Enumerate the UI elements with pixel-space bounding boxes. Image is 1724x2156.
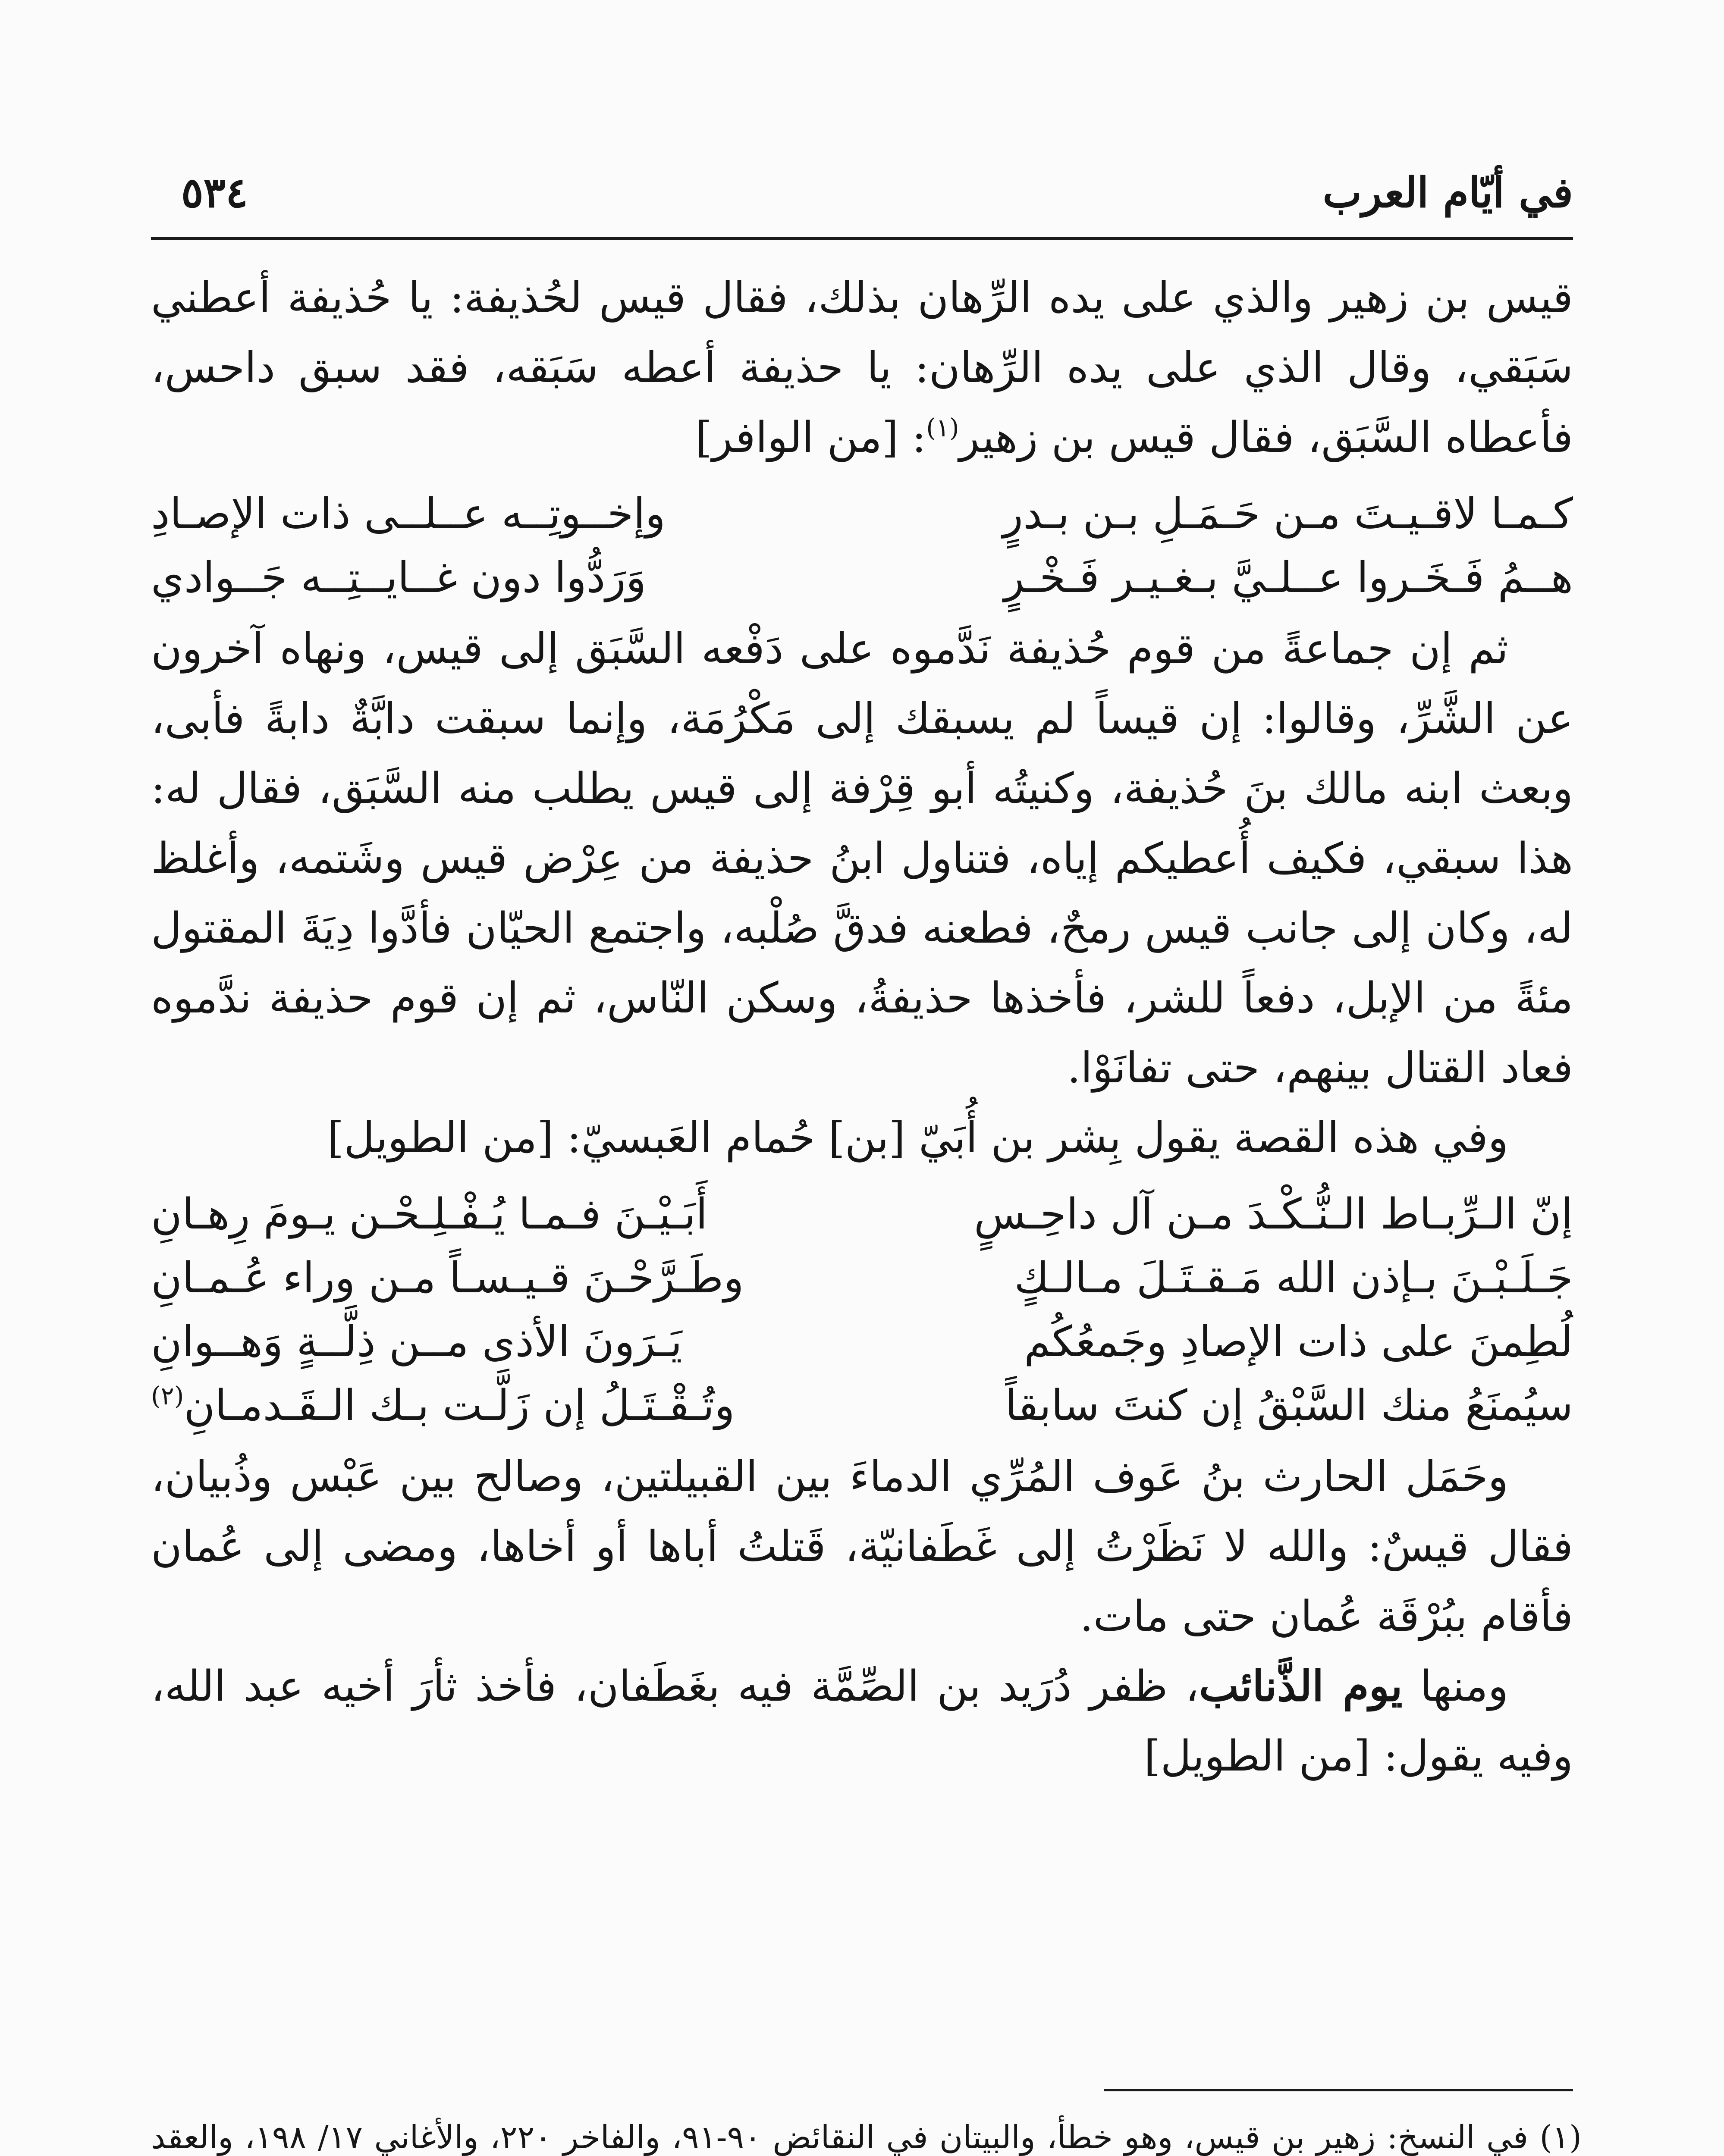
verse-line <box>151 482 1573 546</box>
paragraph-intro <box>151 263 1573 473</box>
poem-1 <box>151 482 1573 610</box>
running-title: في أيّام العرب <box>1322 168 1573 217</box>
footnotes <box>151 2113 1582 2156</box>
verse-line <box>151 546 1573 610</box>
paragraph-5 <box>151 1651 1573 1791</box>
verse-first-hemistich: هــمُ فَـخَـروا عــلـيَّ بـغـيـر فَـخْـرٍ <box>1004 553 1573 602</box>
verse-line <box>151 1374 1573 1438</box>
page-header <box>151 155 1573 240</box>
paragraph-2: ثم إن جماعةً من قوم حُذيفة نَدَّموه على دَفْعه السَّبَق إلى قيس، ونهاه آخرون عن الشَّرِّ، وقالوا: إن قيساً لم يسبقك إلى مَكْرُمَة، وإنما سبقت دابَّةٌ دابةً فأبى، وبعث ابنه مالك بنَ حُذيفة، وكنيتُه أبو قِرْفة إلى قيس يطلب منه السَّبَق، فقال له: هذا سبقي، فكيف أُعطيكم إياه، فتناول ابنُ حذيفة من عِرْض قيس وشَتمه، وأغلظ له، وكان إلى جانب قيس رمحٌ، فطعنه فدقَّ صُلْبه، واجتمع الحيّان فأدَّوا دِيَةَ المقتول مئةً من الإبل، دفعاً للشر، فأخذها حذيفةُ، وسكن النّاس، ثم إن قوم حذيفة ندَّموه فعاد القتال بينهم، حتى تفانَوْا. <box>151 624 1573 1093</box>
paragraph-3: وفي هذه القصة يقول بِشر بن أُبَيّ [بن] حُمام العَبسيّ: [من الطويل] <box>327 1113 1508 1163</box>
verse-first-hemistich: جَـلَـبْـنَ بـإذن الله مَـقـتَـلَ مـالـكٍ <box>1014 1253 1573 1303</box>
footnote-marker-1: (١) <box>926 413 959 442</box>
verse-first-hemistich: كـمـا لاقـيـتَ مـن حَـمَـلِ بـن بـدرٍ <box>1002 489 1573 539</box>
verse-line <box>151 1310 1573 1374</box>
paragraph-5-rest: ، ظفر دُرَيد بن الصِّمَّة فيه بغَطَفان، فأخذ ثأرَ أخيه عبد الله، وفيه يقول: [من الطويل] <box>151 1662 1573 1781</box>
verse-first-hemistich: إنّ الـرِّبـاط الـنُّـكْـدَ مـن آل داحِـسٍ <box>974 1190 1573 1239</box>
main-text <box>151 263 1573 1791</box>
verse-second-hemistich: أَبَـيْـنَ فـمـا يُـفْـلِـحْـن يـومَ رِهـانِ <box>151 1190 708 1239</box>
verse-second-hemistich: وطَـرَّحْـنَ قـيـسـاً مـن وراء عُـمـانِ <box>151 1253 744 1303</box>
verse-second-hemistich <box>151 1374 735 1438</box>
paragraph-5-lead: ومنها <box>1420 1662 1508 1711</box>
battle-day-name: يوم الذَّنائب <box>1199 1661 1403 1711</box>
verse-second-hemistich: وَرَدُّوا دون غــايــتِــه جَــوادي <box>151 553 647 602</box>
verse-hemistich-text: وتُـقْـتَـلُ إن زَلَّـت بـك الـقَـدمـانِ <box>184 1381 735 1430</box>
poem-2 <box>151 1182 1573 1438</box>
verse-line <box>151 1246 1573 1310</box>
verse-first-hemistich: سيُمنَعُ منك السَّبْقُ إن كنتَ سابقاً <box>1005 1381 1573 1430</box>
meter-label: : [من الوافر] <box>695 413 926 462</box>
verse-second-hemistich: يَـرَونَ الأذى مــن ذِلَّــةٍ وَهــوانِ <box>151 1317 682 1366</box>
verse-line <box>151 1182 1573 1246</box>
verse-first-hemistich: لُطِمنَ على ذات الإصادِ وجَمعُكُم <box>1024 1317 1573 1366</box>
verse-second-hemistich: وإخــوتِــه عــلــى ذات الإصـادِ <box>151 489 666 539</box>
footnote-1: (١) في النسخ: زهير بن قيس، وهو خطأ، والبيتان في النقائض ٩٠-٩١، والفاخر ٢٢٠، والأغاني ١٧/ ١٩٨، والعقد <box>151 2119 1582 2156</box>
footnote-separator <box>1104 2089 1573 2091</box>
paragraph-4: وحَمَل الحارث بنُ عَوف المُرِّي الدماءَ بين القبيلتين، وصالح بين عَبْس وذُبيان، فقال قيسٌ: والله لا نَظَرْتُ إلى غَطَفانيّة، قَتلتُ أباها أو أخاها، ومضى إلى عُمان فأقام ببُرْقَة عُمان حتى مات. <box>151 1452 1573 1641</box>
footnote-marker-2: (٢) <box>151 1381 184 1410</box>
intro-text: قيس بن زهير والذي على يده الرِّهان بذلك، فقال قيس لحُذيفة: يا حُذيفة أعطني سَبَقي، وقال الذي على يده الرِّهان: يا حذيفة أعطه سَبَقه، فقد سبق داحس، فأعطاه السَّبَق، فقال قيس بن زهير <box>151 273 1573 462</box>
page-number: ٥٣٤ <box>181 168 248 217</box>
